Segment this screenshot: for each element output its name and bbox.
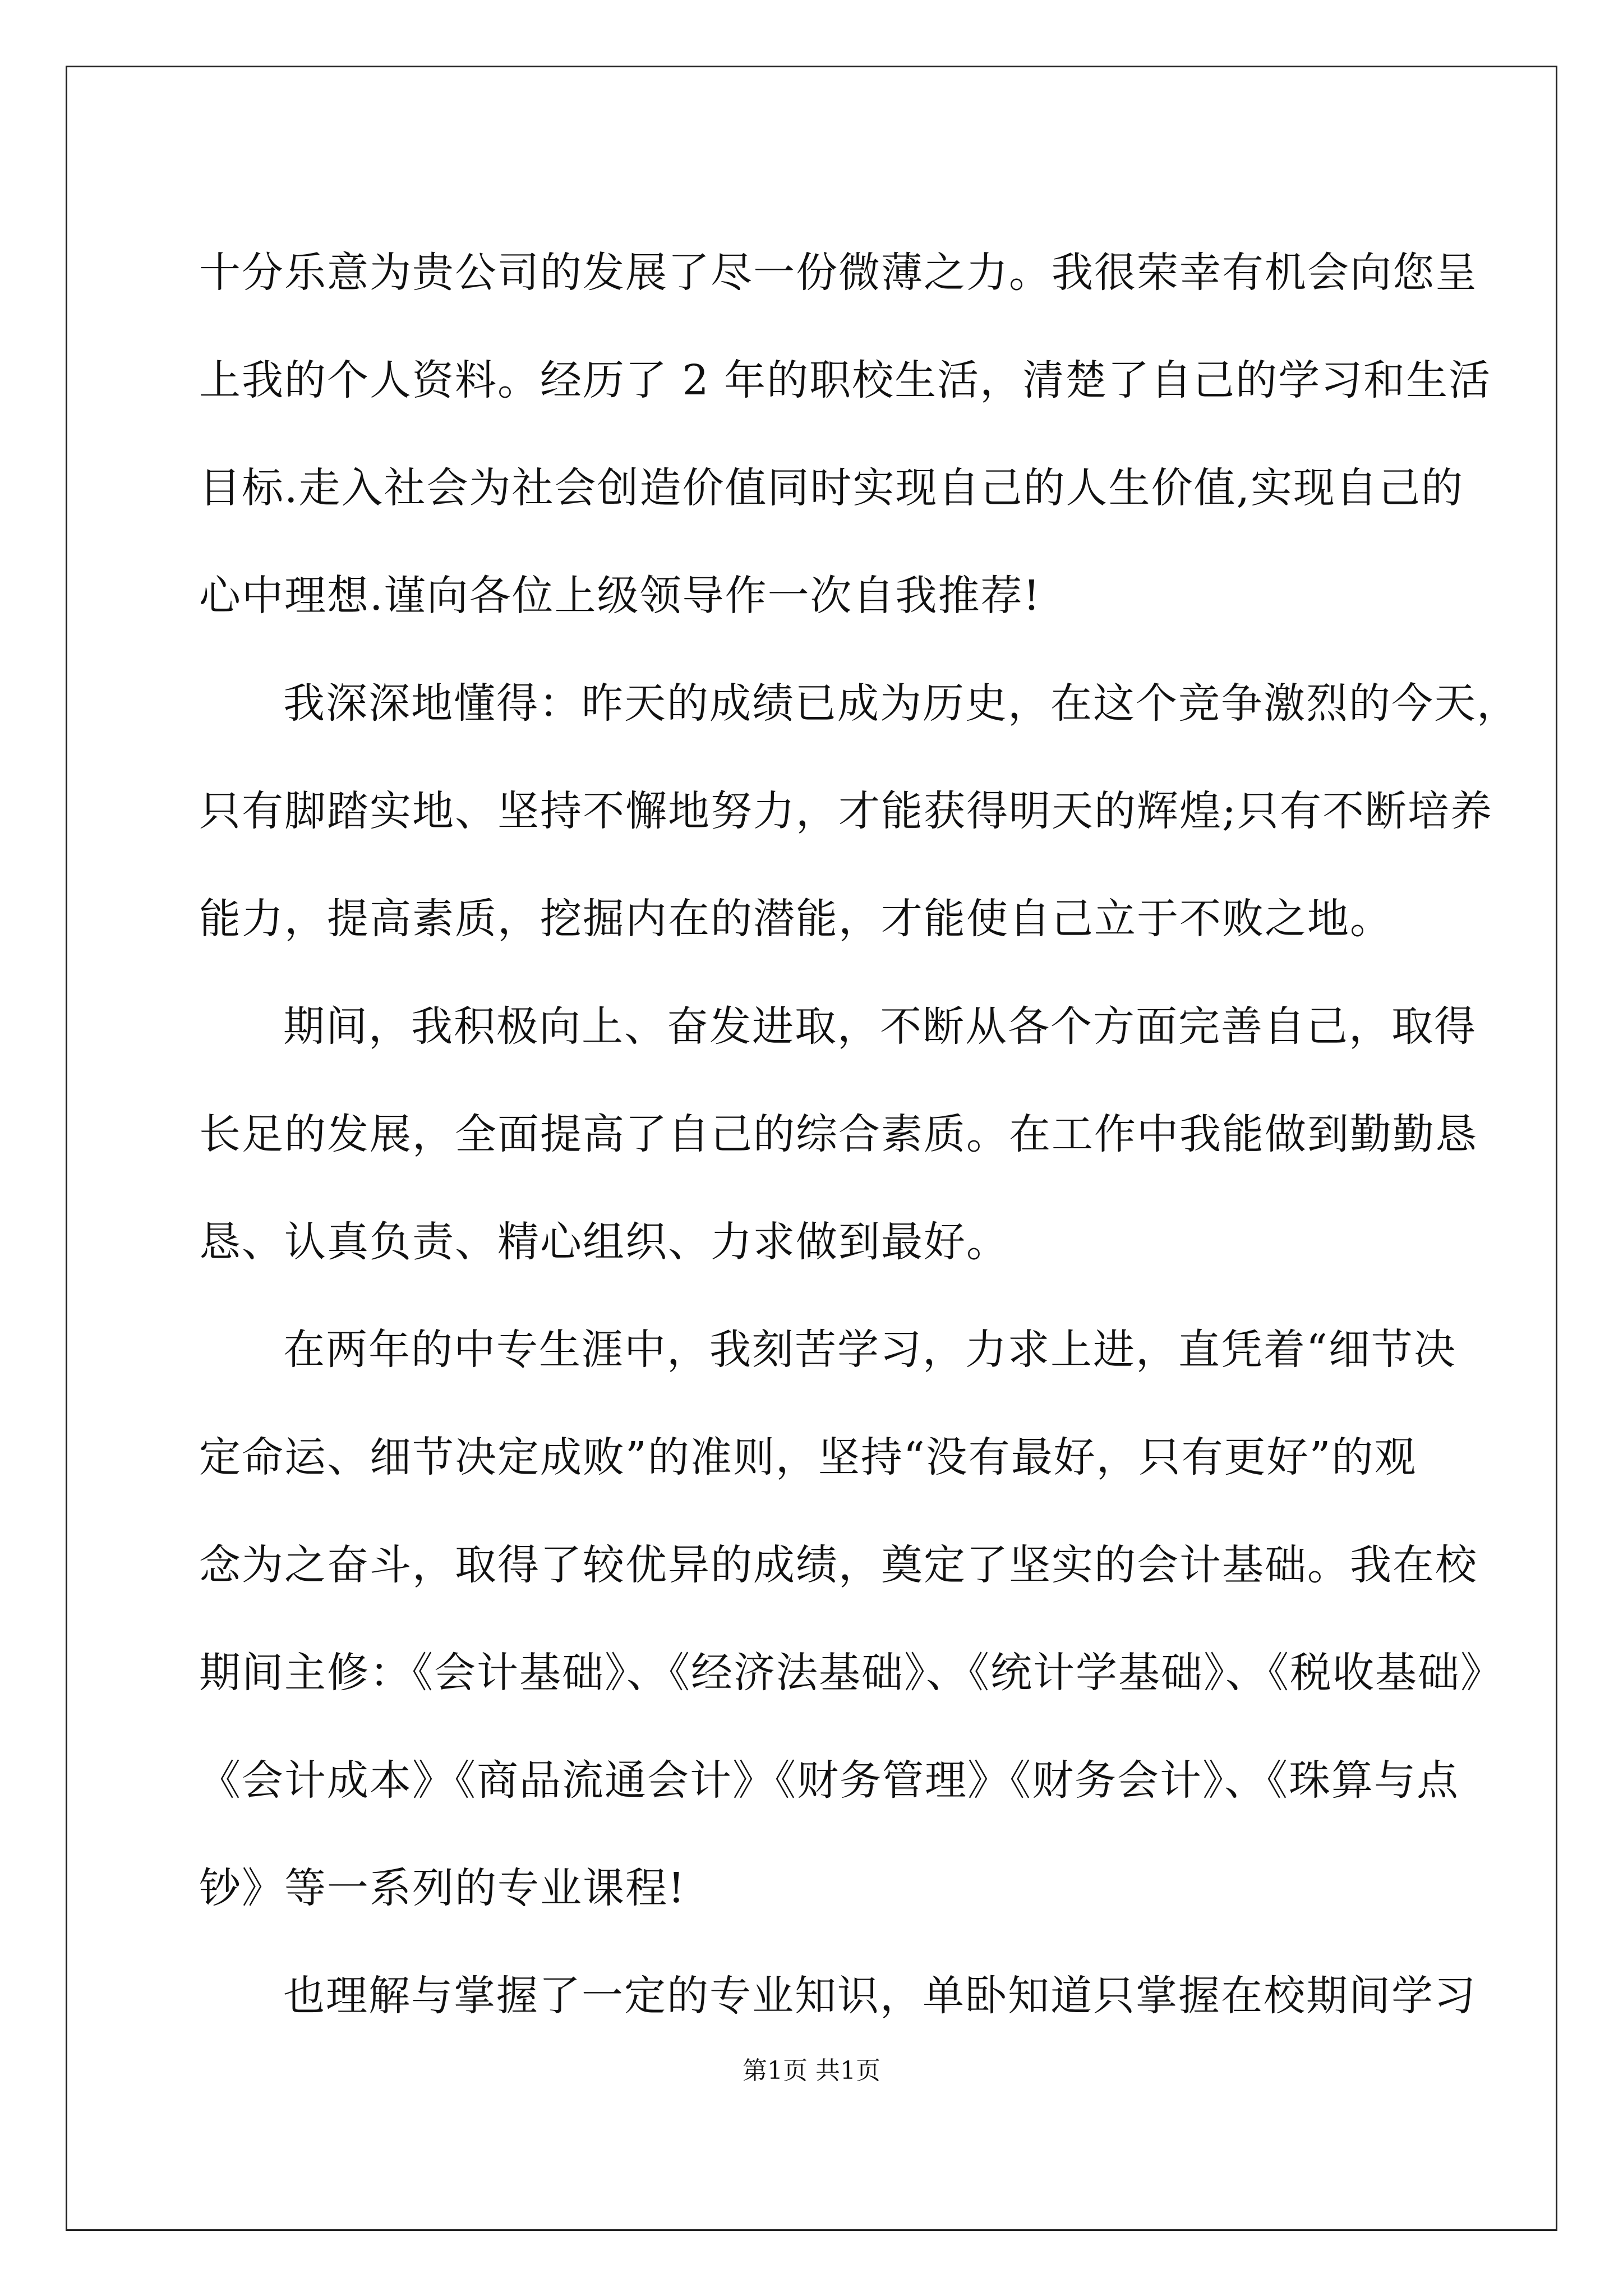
text-line-5: 我深深地懂得：昨天的成绩已成为历史，在这个竞争激烈的今天，	[283, 679, 1519, 728]
text-line-9: 长足的发展，全面提高了自己的综合素质。在工作中我能做到勤勤恳	[199, 1110, 1478, 1158]
text-line-4: 心中理想.谨向各位上级领导作一次自我推荐!	[199, 572, 1041, 620]
text-line-10: 恳、认真负责、精心组织、力求做到最好。	[199, 1218, 1009, 1266]
text-line-13: 念为之奋斗，取得了较优异的成绩，奠定了坚实的会计基础。我在校	[199, 1541, 1478, 1589]
text-line-8: 期间，我积极向上、奋发进取，不断从各个方面完善自己，取得	[283, 1002, 1477, 1051]
text-line-17: 也理解与掌握了一定的专业知识，单卧知道只掌握在校期间学习	[283, 1972, 1477, 2020]
text-line-2: 上我的个人资料。经历了 2 年的职校生活，清楚了自己的学习和生活	[199, 356, 1492, 404]
text-line-3: 目标.走入社会为社会创造价值同时实现自己的人生价值,实现自己的	[199, 464, 1464, 512]
text-line-11: 在两年的中专生涯中，我刻苦学习，力求上进，直凭着“细节决	[283, 1326, 1456, 1374]
page-footer: 第1页 共1页	[743, 2056, 880, 2085]
text-line-16: 钞》等一系列的专业课程!	[199, 1864, 686, 1912]
text-line-14: 期间主修：《会计基础》、《经济法基础》、《统计学基础》、《税收基础》	[199, 1649, 1503, 1697]
text-line-1: 十分乐意为贵公司的发展了尽一份微薄之力。我很荣幸有机会向您呈	[199, 249, 1478, 297]
document-body	[199, 219, 1519, 2050]
text-line-6: 只有脚踏实地、坚持不懈地努力，才能获得明天的辉煌;只有不断培养	[199, 787, 1493, 835]
text-line-12: 定命运、细节决定成败”的准则，坚持“没有最好，只有更好”的观	[199, 1433, 1417, 1481]
text-line-7: 能力，提高素质，挖掘内在的潜能，才能使自己立于不败之地。	[199, 895, 1393, 943]
text-line-15: 《会计成本》《商品流通会计》《财务管理》《财务会计》、《珠算与点	[199, 1756, 1459, 1805]
